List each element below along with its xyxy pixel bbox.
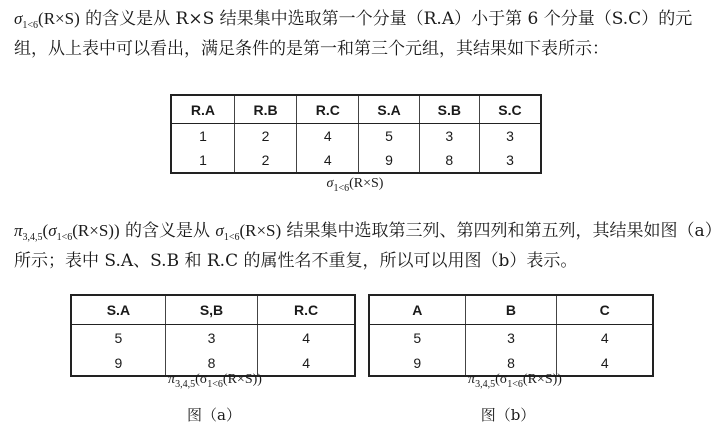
- table-row: [171, 148, 541, 173]
- column-header: A: [369, 295, 465, 325]
- table-cell: 8: [465, 350, 557, 376]
- column-header: R.C: [297, 95, 359, 124]
- table-cell: 8: [165, 350, 257, 376]
- selection-expression: $\sigma_{1<6}(R\times S)$: [215, 221, 282, 243]
- table-cell: 3: [419, 124, 479, 149]
- table-row: [369, 325, 653, 351]
- column-header: B: [465, 295, 557, 325]
- table-cell: 3: [165, 325, 257, 351]
- figure-b-label: 图（b）: [480, 406, 536, 424]
- column-header: S.A: [71, 295, 165, 325]
- column-header: C: [557, 295, 653, 325]
- result-table-a: [70, 294, 356, 377]
- table-cell: 4: [258, 325, 355, 351]
- table-cell: 4: [297, 148, 359, 173]
- table-cell: 3: [479, 148, 541, 173]
- column-header: R.C: [258, 295, 355, 325]
- table-cell: 8: [419, 148, 479, 173]
- column-header: S.C: [479, 95, 541, 124]
- column-header: S,B: [165, 295, 257, 325]
- figure-b-expression: $\pi_{3,4,5}(\sigma_{1<6}(R\times S))$: [468, 372, 562, 390]
- table-header-row: [71, 295, 355, 325]
- table-cell: 4: [258, 350, 355, 376]
- table-cell: 9: [359, 148, 419, 173]
- column-header: R.B: [234, 95, 296, 124]
- table-row: [171, 124, 541, 149]
- table-header-row: [171, 95, 541, 124]
- table-cell: 5: [359, 124, 419, 149]
- selection-expression: $\sigma_{1<6}(R\times S)$: [14, 9, 80, 31]
- table-cell: 5: [369, 325, 465, 351]
- table-cell: 2: [234, 124, 296, 149]
- result-table-selection: [170, 94, 542, 174]
- figure-a-expression: $\pi_{3,4,5}(\sigma_{1<6}(R\times S))$: [168, 372, 262, 390]
- column-header: R.A: [171, 95, 234, 124]
- table-cell: 4: [297, 124, 359, 149]
- table-cell: 4: [557, 325, 653, 351]
- projection-expression: $\pi_{3,4,5}(\sigma_{1<6}(R\times S))$: [14, 221, 120, 243]
- table-cell: 3: [479, 124, 541, 149]
- table-row: [71, 325, 355, 351]
- table-header-row: [369, 295, 653, 325]
- figure-a-label: 图（a）: [187, 406, 241, 424]
- paragraph-2: $\pi_{3,4,5}(\sigma_{1<6}(R\times S))$ 的含义是从 $\sigma_{1<6}(R\times S)$ 结果集中选取第三列、第四列和第五列，其结果如图（a）所示；表中 S.A、S.B 和 R.C 的属性名不重复，所以可以用图（b）表示。: [14, 221, 714, 271]
- column-header: S.A: [359, 95, 419, 124]
- table-cell: 9: [369, 350, 465, 376]
- table-1-caption: $\sigma_{1<6}(R\times S)$: [326, 176, 384, 194]
- result-table-b: [368, 294, 654, 377]
- paragraph-1: [14, 4, 714, 64]
- table-cell: 5: [71, 325, 165, 351]
- table-cell: 1: [171, 148, 234, 173]
- table-cell: 9: [71, 350, 165, 376]
- column-header: S.B: [419, 95, 479, 124]
- table-cell: 2: [234, 148, 296, 173]
- table-cell: 3: [465, 325, 557, 351]
- paragraph-1-text: 的含义是从 R×S 结果集中选取第一个分量（R.A）小于第 6 个分量（S.C）的元组，从上表中可以看出，满足条件的是第一和第三个元组，其结果如下表所示：: [14, 9, 693, 59]
- table-cell: 1: [171, 124, 234, 149]
- table-cell: 4: [557, 350, 653, 376]
